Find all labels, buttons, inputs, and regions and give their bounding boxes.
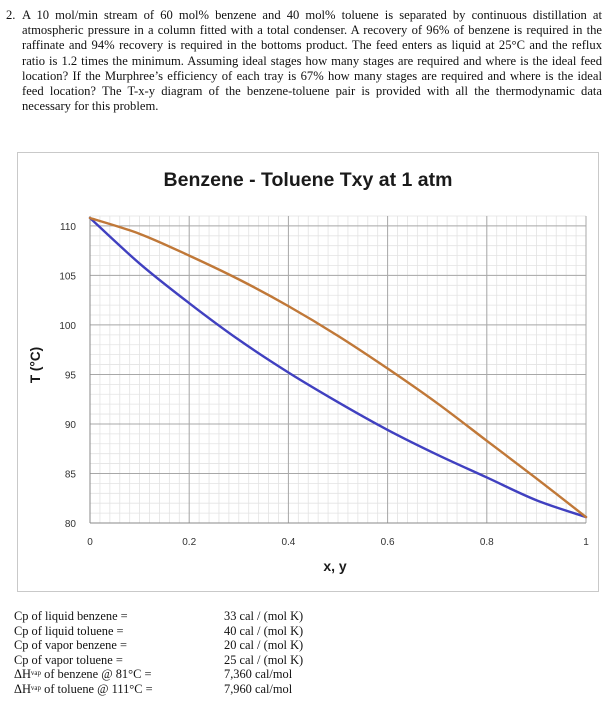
property-value: 20 cal / (mol K) — [224, 638, 304, 653]
property-label: Cp of vapor toluene = — [14, 652, 123, 667]
y-tick-label: 85 — [64, 469, 76, 481]
property-label: Cp of liquid benzene = — [14, 609, 128, 623]
txy-chart — [17, 152, 599, 592]
x-tick-label: 0.6 — [380, 537, 395, 548]
y-tick-label: 90 — [64, 419, 76, 431]
property-label-suffix: of benzene @ 81°C = — [41, 667, 152, 682]
property-label-prefix: ΔH — [14, 667, 31, 682]
property-value: 7,960 cal/mol — [224, 681, 293, 696]
property-table — [14, 609, 434, 697]
property-label-superscript: vap — [30, 669, 42, 678]
property-label-prefix: ΔH — [14, 681, 31, 696]
property-row — [14, 609, 434, 624]
property-label — [14, 682, 224, 697]
x-tick-label: 0.2 — [182, 537, 197, 548]
chart-svg — [18, 153, 598, 591]
problem-number: 2. — [6, 8, 16, 22]
property-label: Cp of vapor benzene = — [14, 638, 127, 653]
chart-x-axis-label: x, y — [323, 558, 347, 574]
property-value: 7,360 cal/mol — [224, 667, 293, 682]
y-tick-label: 100 — [59, 320, 76, 332]
chart-y-axis-label: T (°C) — [28, 346, 43, 384]
property-row — [14, 624, 434, 639]
property-row — [14, 682, 434, 697]
chart-grid — [90, 216, 586, 523]
property-row — [14, 653, 434, 668]
property-label: Cp of liquid toluene = — [14, 623, 124, 638]
property-row — [14, 638, 434, 653]
y-tick-label: 105 — [59, 271, 76, 283]
property-row — [14, 667, 434, 682]
x-tick-label: 0 — [87, 537, 93, 548]
property-value: 33 cal / (mol K) — [224, 609, 304, 623]
problem-text: A 10 mol/min stream of 60 mol% benzene and 40 mol% toluene is separated by continuous distillation at atmospheric pressure in a column fitted with a total condenser. A recovery of 96% of benzene is required in the raffinate and 94% recovery is required in the bottoms product. The feed enters as liquid at 25°C and the reflux ratio is 1.2 times the minimum. Assuming ideal stages how many stages are required and where is the ideal feed location? If the Murphree’s efficiency of each tray is 67% how many stages are required and where is the ideal feed location? The T-x-y diagram of the benzene-toluene pair is provided with all the thermodynamic data necessary for this problem. — [22, 8, 602, 114]
chart-ticks — [59, 222, 589, 548]
property-value: 25 cal / (mol K) — [224, 652, 304, 667]
property-label — [14, 667, 224, 682]
y-tick-label: 110 — [60, 221, 76, 233]
property-label-suffix: of toluene @ 111°C = — [41, 681, 153, 696]
x-tick-label: 0.4 — [281, 537, 296, 548]
x-tick-label: 0.8 — [479, 537, 494, 548]
y-tick-label: 80 — [64, 519, 76, 530]
x-tick-label: 1 — [583, 537, 589, 548]
chart-title: Benzene - Toluene Txy at 1 atm — [163, 169, 453, 191]
problem-statement — [6, 8, 602, 114]
y-tick-label: 95 — [64, 370, 76, 382]
property-label-superscript: vap — [30, 683, 42, 692]
property-value: 40 cal / (mol K) — [224, 623, 304, 638]
